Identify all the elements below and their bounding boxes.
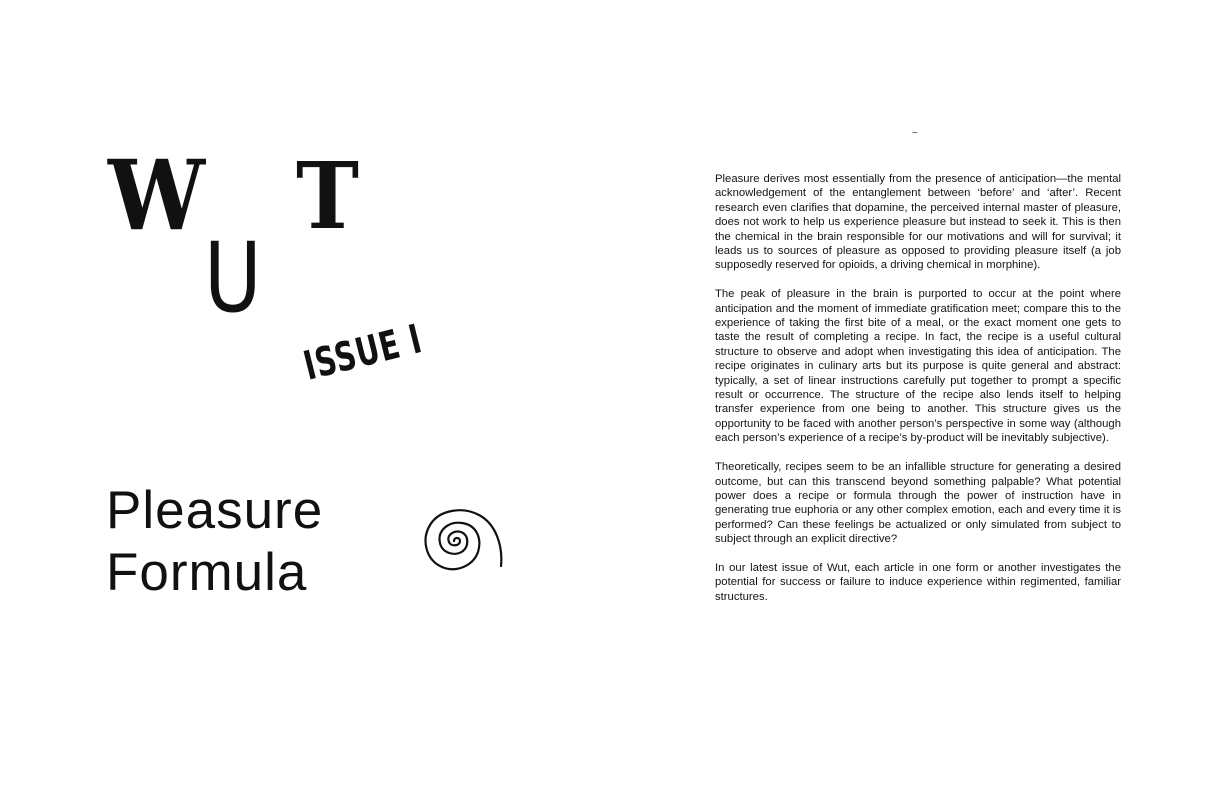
issue-label: ISSUE I: [299, 316, 427, 390]
masthead-letter-w: W: [108, 139, 202, 252]
masthead-letter-u: U: [204, 222, 262, 334]
issue-title: [106, 480, 323, 604]
folio-mark: ~: [912, 128, 918, 139]
paragraph: The peak of pleasure in the brain is purported to occur at the point where anticipation and the moment of immediate gratification meet; compare this to the experience of taking the first bite of a meal, or the exact moment one gets to taste the result of completing a recipe. In fact, the recipe is a useful cultural structure to observe and adopt when investigating this idea of anticipation. The recipe originates in culinary arts but its purpose is quite general and abstract: typically, a set of linear instructions carefully put together to prompt a specific result or occurrence. The structure of the recipe also lends itself to helping transfer experience from one being to another. This structure gives us the opportunity to be faced with another person’s perspective in some way (although each person’s experience of a recipe’s by-product will be inevitably subjective).: [715, 288, 1121, 445]
issue-title-line-1: Pleasure: [106, 481, 324, 540]
spiral-icon: [418, 506, 510, 588]
masthead-letter-t: T: [296, 142, 359, 250]
paragraph: Pleasure derives most essentially from the presence of anticipation—the mental acknowledgement of the entanglement between ‘before’ and ‘after’. Recent research even clarifies that dopamine, the perceived internal master of pleasure, does not work to help us experience pleasure but instead to seek it. This is then the chemical in the brain responsible for our motivations and will for survival; it leads us to sources of pleasure as opposed to providing pleasure itself (a job supposedly reserved for opioids, a driving chemical in morphine).: [715, 173, 1121, 272]
paragraph: In our latest issue of Wut, each article in one form or another investigates the potential for success or failure to induce experience within regimented, familiar structures.: [715, 561, 1121, 603]
issue-title-line-2: Formula: [106, 543, 308, 602]
editorial-text: [715, 172, 1121, 619]
paragraph: Theoretically, recipes seem to be an infallible structure for generating a desired outcome, but can this transcend beyond something palpable? What potential power does a recipe or formula through the power of instruction have in generating true euphoria or any other complex emotion, each and every time it is performed? Can these feelings be actualized or only simulated from subject to subject through an explicit directive?: [715, 461, 1121, 546]
